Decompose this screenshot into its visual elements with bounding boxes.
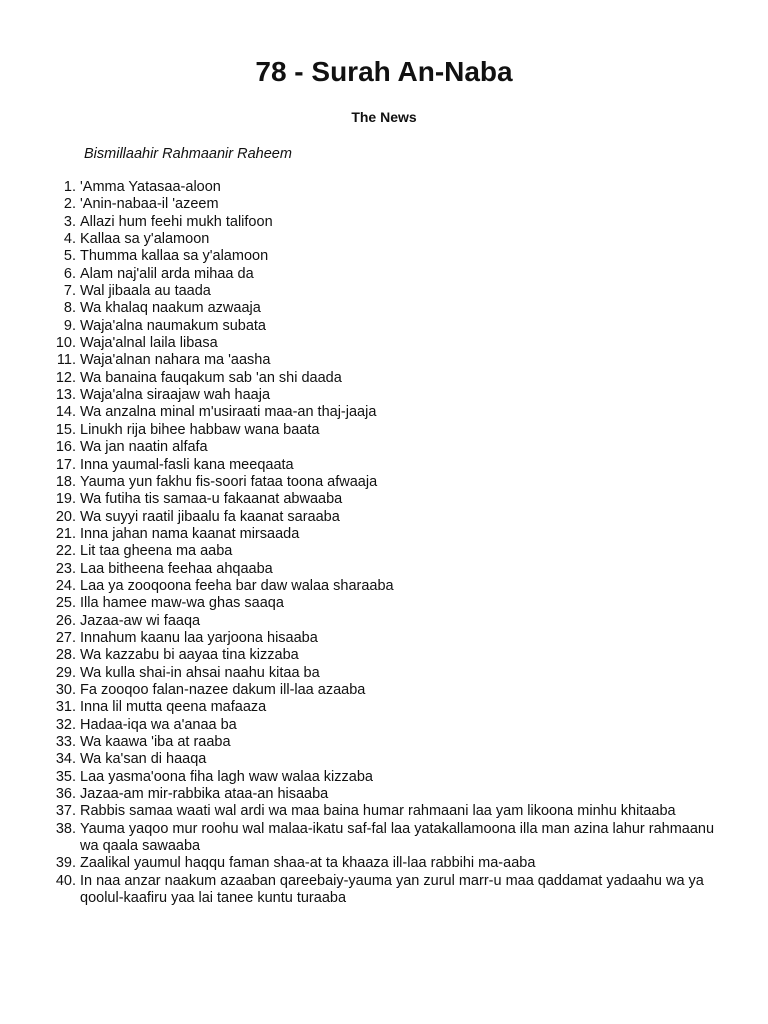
verse-number: 35. (55, 768, 76, 785)
verse-text: Wa ka'san di haaqa (80, 751, 207, 768)
verse-number: 1. (63, 179, 76, 195)
verse-item (0, 613, 740, 630)
verse-text: Thumma kallaa sa y'alamoon (80, 248, 269, 265)
verse-text: Hadaa-iqa wa a'anaa ba (80, 716, 237, 733)
verse-number: 23. (55, 560, 76, 577)
verse-item (0, 509, 740, 526)
verse-text: Wa anzalna minal m'usiraati maa-an thaj-jaaja (80, 404, 377, 421)
verse-item (0, 543, 740, 560)
verse-text: Yauma yaqoo mur roohu wal malaa-ikatu saf-fal laa yatakallamoona illa man azina lahur rahmaanu wa qaala sawaaba (80, 820, 715, 855)
verse-number: 20. (55, 508, 76, 525)
verse-text: Kallaa sa y'alamoon (80, 231, 210, 248)
verse-text: Wa suyyi raatil jibaalu fa kaanat saraaba (80, 508, 340, 525)
verse-number: 32. (55, 716, 76, 733)
verse-text: Innahum kaanu laa yarjoona hisaaba (80, 629, 318, 646)
verse-number: 33. (55, 734, 76, 750)
verse-text: Waja'alna naumakum subata (80, 317, 267, 334)
verse-number: 22. (55, 543, 76, 560)
verse-number: 18. (55, 473, 76, 490)
verse-number: 30. (55, 681, 76, 698)
verse-text: Fa zooqoo falan-nazee dakum ill-laa azaaba (80, 681, 366, 698)
verse-number: 9. (63, 317, 76, 334)
page-title: 78 - Surah An-Naba (255, 56, 513, 87)
verse-item (0, 526, 740, 543)
verse-item (0, 630, 740, 647)
verse-text: Laa bitheena feehaa ahqaaba (80, 560, 273, 577)
verse-text: Wa jan naatin alfafa (80, 439, 208, 456)
verse-item (0, 803, 740, 820)
verse-number: 21. (55, 525, 76, 542)
verse-number: 24. (55, 577, 76, 594)
verse-text: Laa yasma'oona fiha lagh waw walaa kizzaba (80, 768, 373, 785)
verse-number: 12. (55, 369, 76, 386)
verse-text: Wa kaawa 'iba at raaba (80, 734, 231, 750)
verse-item (0, 855, 740, 872)
verse-number: 7. (63, 283, 76, 300)
verse-item (0, 214, 740, 231)
verse-item (0, 769, 740, 786)
verse-number: 27. (55, 629, 76, 646)
verse-text: Illa hamee maw-wa ghas saaqa (80, 595, 284, 612)
verse-number: 19. (55, 491, 76, 508)
verse-item (0, 370, 740, 387)
verse-text: Zaalikal yaumul haqqu faman shaa-at ta khaaza ill-laa rabbihi ma-aaba (80, 855, 536, 872)
verse-text: Inna yaumal-fasli kana meeqaata (80, 456, 294, 473)
verse-number: 25. (55, 595, 76, 612)
verse-item (0, 491, 740, 508)
verse-item (0, 717, 740, 734)
verse-text: 'Anin-nabaa-il 'azeem (80, 196, 219, 213)
verse-number: 40. (55, 872, 76, 889)
verse-item (0, 387, 740, 404)
verse-item (0, 439, 740, 456)
verse-item (0, 734, 740, 751)
verse-text: Wa banaina fauqakum sab 'an shi daada (80, 369, 342, 386)
verse-item (0, 474, 740, 491)
verse-number: 6. (63, 265, 76, 282)
verse-item (0, 647, 740, 664)
verse-item (0, 283, 740, 300)
verse-number: 16. (55, 439, 76, 456)
verse-item (0, 873, 740, 908)
verse-text: Lit taa gheena ma aaba (80, 543, 233, 560)
verse-item (0, 457, 740, 474)
verse-text: Linukh rija bihee habbaw wana baata (80, 421, 320, 438)
verse-text: Wa kulla shai-in ahsai naahu kitaa ba (80, 664, 320, 681)
verse-text: Rabbis samaa waati wal ardi wa maa baina humar rahmaani laa yam likoona minhu khitaaba (80, 803, 676, 820)
verse-item (0, 821, 740, 856)
verse-text: Wa khalaq naakum azwaaja (80, 300, 261, 317)
verse-number: 8. (63, 300, 76, 317)
verse-number: 11. (56, 352, 76, 369)
basmala-line: Bismillaahir Rahmaanir Raheem (84, 146, 292, 162)
verse-number: 37. (55, 803, 76, 820)
verse-number: 4. (63, 231, 76, 248)
verse-text: In naa anzar naakum azaaban qareebaiy-yauma yan zurul marr-u maa qaddamat yadaahu wa ya qoolul-kaafiru yaa lai tanee kuntu turaaba (80, 872, 704, 907)
verse-item (0, 561, 740, 578)
verse-item (0, 352, 740, 369)
verse-text: Jazaa-aw wi faaqa (80, 612, 201, 629)
verse-number: 31. (55, 699, 76, 716)
verse-item (0, 335, 740, 352)
verse-item (0, 665, 740, 682)
verse-number: 14. (55, 404, 76, 421)
verse-item (0, 179, 740, 196)
verse-item (0, 248, 740, 265)
verse-number: 17. (55, 456, 76, 473)
verse-text: Inna jahan nama kaanat mirsaada (80, 525, 300, 542)
verse-text: Wa kazzabu bi aayaa tina kizzaba (80, 647, 299, 664)
verse-number: 13. (55, 387, 76, 404)
verse-item (0, 404, 740, 421)
verse-text: Wal jibaala au taada (80, 283, 211, 300)
verse-text: Waja'alna siraajaw wah haaja (80, 387, 271, 404)
verse-text: Jazaa-am mir-rabbika ataa-an hisaaba (80, 786, 329, 803)
verse-text: Waja'alnan nahara ma 'aasha (80, 352, 271, 369)
verse-number: 29. (55, 664, 76, 681)
verse-list (0, 179, 740, 907)
verse-text: Allazi hum feehi mukh talifoon (80, 213, 273, 230)
page-subtitle: The News (351, 109, 417, 125)
verse-text: Yauma yun fakhu fis-soori fataa toona afwaaja (80, 473, 378, 490)
verse-item (0, 266, 740, 283)
verse-item (0, 699, 740, 716)
verse-item (0, 682, 740, 699)
verse-number: 28. (55, 647, 76, 664)
verse-number: 36. (55, 786, 76, 803)
verse-number: 15. (55, 421, 76, 438)
verse-text: Laa ya zooqoona feeha bar daw walaa sharaaba (80, 577, 394, 594)
verse-number: 26. (55, 612, 76, 629)
verse-item (0, 422, 740, 439)
verse-item (0, 786, 740, 803)
verse-item (0, 751, 740, 768)
verse-text: Alam naj'alil arda mihaa da (80, 265, 254, 282)
verse-item (0, 578, 740, 595)
verse-text: Waja'alnal laila libasa (80, 335, 218, 352)
verse-item (0, 300, 740, 317)
verse-number: 5. (63, 248, 76, 265)
verse-item (0, 231, 740, 248)
verse-text: Wa futiha tis samaa-u fakaanat abwaaba (80, 491, 343, 508)
verse-number: 2. (63, 196, 76, 213)
verse-number: 38. (55, 820, 76, 837)
verse-item (0, 595, 740, 612)
verse-number: 10. (55, 335, 76, 352)
verse-text: 'Amma Yatasaa-aloon (80, 179, 221, 195)
verse-number: 3. (63, 213, 76, 230)
verse-text: Inna lil mutta qeena mafaaza (80, 699, 267, 716)
verse-number: 34. (55, 751, 76, 768)
verse-item (0, 318, 740, 335)
verse-number: 39. (55, 855, 76, 872)
verse-item (0, 196, 740, 213)
